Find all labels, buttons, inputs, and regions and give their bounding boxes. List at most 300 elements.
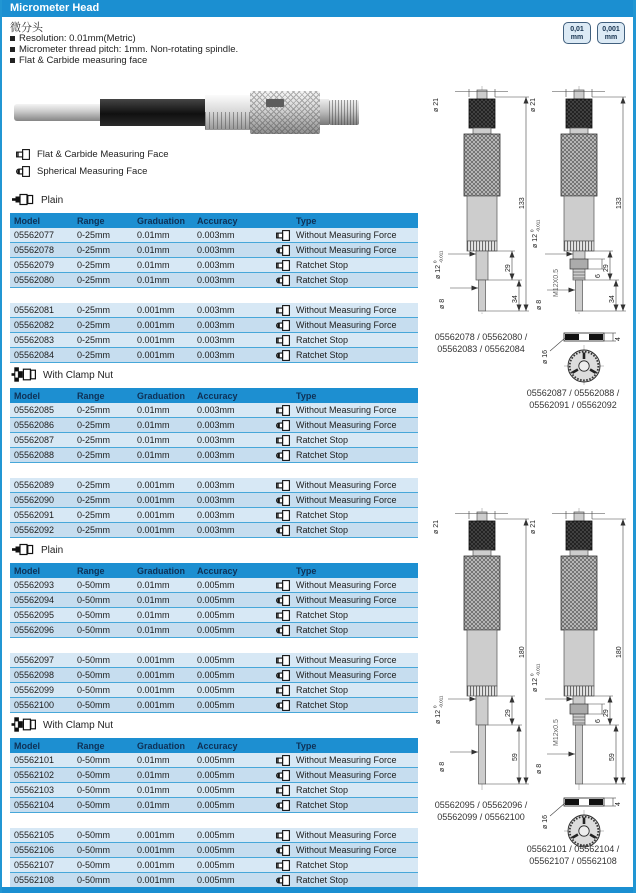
accuracy-cell: 0.003mm [197,405,235,415]
type-label: Ratchet Stop [296,685,349,695]
type-cell [274,655,418,666]
accuracy-cell: 0.003mm [197,480,235,490]
table-row [10,403,418,418]
range-cell: 0-25mm [77,335,111,345]
graduation-cell: 0.001mm [137,860,175,870]
table-row [10,303,418,318]
type-label: Without Measuring Force [296,305,397,315]
column-header: Model [14,390,40,401]
drawing-caption: 05562078 / 05562080 / 05562083 / 05562084 [434,332,528,354]
flat-face-icon [274,610,290,621]
svg-text:ø 12: ø 12 [435,709,442,724]
model-cell: 05562098 [14,670,55,680]
model-cell: 05562100 [14,700,55,710]
svg-text:ø 8: ø 8 [439,761,446,772]
type-cell [274,335,418,346]
product-section [10,363,418,538]
graduation-cell: 0.01mm [137,230,170,240]
table-group-gap [10,813,418,828]
table-row [10,228,418,243]
type-cell [274,830,418,841]
type-label: Without Measuring Force [296,655,397,665]
range-cell: 0-25mm [77,420,111,430]
spherical-face-icon [274,700,290,711]
flat-face-icon [274,860,290,871]
table-row [10,243,418,258]
spherical-face-icon [274,595,290,606]
product-section [10,188,418,363]
table-row [10,318,418,333]
column-header: Range [77,390,105,401]
type-cell [274,670,418,681]
spherical-face-icon [274,495,290,506]
range-cell: 0-25mm [77,405,111,415]
type-label: Without Measuring Force [296,670,397,680]
bottom-accent-bar [2,887,633,893]
accuracy-cell: 0.005mm [197,625,235,635]
type-cell [274,595,418,606]
graduation-cell: 0.001mm [137,480,175,490]
flat-face-icon [274,830,290,841]
dim-spindle34: 34 [512,295,519,303]
flat-face-icon [274,260,290,271]
model-cell: 05562097 [14,655,55,665]
section-heading-label: With Clamp Nut [43,370,114,381]
column-header: Model [14,215,40,226]
title-bar [2,0,633,17]
table-header-row [10,213,418,228]
legend-item [14,163,168,180]
svg-text:6: 6 [595,719,602,723]
graduation-cell: 0.01mm [137,435,170,445]
svg-text:ø 12: ø 12 [532,677,539,692]
range-cell: 0-50mm [77,610,111,620]
accuracy-cell: 0.003mm [197,420,235,430]
section-heading [10,363,418,388]
model-cell: 05562107 [14,860,55,870]
dim-dia21: ø 21 [530,97,537,112]
table-row [10,653,418,668]
type-cell [274,800,418,811]
range-cell: 0-50mm [77,685,111,695]
type-cell [274,495,418,506]
sections [10,188,418,888]
flat-face-icon [274,510,290,521]
spherical-face-icon [274,450,290,461]
type-cell [274,770,418,781]
type-label: Ratchet Stop [296,800,349,810]
svg-text:4: 4 [615,802,622,806]
svg-text:29: 29 [603,709,610,717]
accuracy-cell: 0.005mm [197,875,235,885]
graduation-cell: 0.001mm [137,845,175,855]
model-cell: 05562080 [14,275,55,285]
table-header-row [10,738,418,753]
column-header: Graduation [137,740,186,751]
flat-face-icon [274,685,290,696]
column-header: Accuracy [197,740,238,751]
dim-nut-dia16: ø 16 [542,349,549,364]
type-label: Without Measuring Force [296,320,397,330]
column-header: Graduation [137,215,186,226]
graduation-cell: 0.001mm [137,305,175,315]
graduation-cell: 0.001mm [137,830,175,840]
flat-face-icon [274,785,290,796]
drawing-0-50-plain [428,500,534,792]
type-cell [274,420,418,431]
accuracy-cell: 0.003mm [197,260,235,270]
subtitle-chinese: 微分头 [10,22,43,34]
range-cell: 0-50mm [77,755,111,765]
dim-stem29: 29 [603,264,610,272]
graduation-cell: 0.001mm [137,320,175,330]
type-label: Without Measuring Force [296,480,397,490]
range-cell: 0-25mm [77,230,111,240]
type-label: Without Measuring Force [296,405,397,415]
graduation-cell: 0.001mm [137,350,175,360]
range-cell: 0-25mm [77,450,111,460]
photo-collar [320,99,329,125]
model-cell: 05562105 [14,830,55,840]
model-cell: 05562085 [14,405,55,415]
type-label: Without Measuring Force [296,420,397,430]
accuracy-cell: 0.005mm [197,785,235,795]
svg-text:-0.011: -0.011 [535,219,541,232]
flat-face-icon [274,435,290,446]
type-label: Ratchet Stop [296,275,349,285]
type-cell [274,610,418,621]
accuracy-cell: 0.005mm [197,610,235,620]
model-cell: 05562090 [14,495,55,505]
spherical-face-icon [274,245,290,256]
dim-nut6: 6 [595,274,602,278]
type-label: Without Measuring Force [296,595,397,605]
table-row [10,873,418,888]
range-cell: 0-25mm [77,320,111,330]
svg-text:-0.011: -0.011 [535,663,541,676]
drawing-0-25-clamp [525,78,631,318]
range-cell: 0-25mm [77,480,111,490]
table-row [10,578,418,593]
accuracy-cell: 0.005mm [197,685,235,695]
dim-dia12: ø 12 [532,233,539,248]
flat-face-icon [274,405,290,416]
type-cell [274,480,418,491]
bullet-square-icon [10,47,15,52]
legend-label: Spherical Measuring Face [37,166,148,177]
model-cell: 05562094 [14,595,55,605]
bullet-square-icon [10,36,15,41]
type-cell [274,875,418,886]
type-label: Without Measuring Force [296,830,397,840]
dim-dia12: ø 12 [435,264,442,279]
table-header-row [10,388,418,403]
spherical-face-icon [274,350,290,361]
range-cell: 0-50mm [77,595,111,605]
accuracy-cell: 0.005mm [197,580,235,590]
graduation-cell: 0.001mm [137,510,175,520]
photo-brand-label [266,99,284,107]
type-cell [274,625,418,636]
dim-dia21: ø 21 [433,97,440,112]
type-label: Without Measuring Force [296,755,397,765]
svg-text:0: 0 [529,673,535,676]
graduation-cell: 0.01mm [137,580,170,590]
graduation-cell: 0.001mm [137,685,175,695]
section-heading-label: With Clamp Nut [43,720,114,731]
section-heading-label: Plain [41,545,64,556]
dim-dia12-tol-hi: 0 [432,260,438,263]
table-row [10,508,418,523]
type-cell [274,350,418,361]
table-group-gap [10,463,418,478]
dim-stem29: 29 [505,264,512,272]
model-cell: 05562093 [14,580,55,590]
svg-text:180: 180 [519,646,526,658]
graduation-cell: 0.001mm [137,495,175,505]
product-photo [12,84,362,142]
plain-icon [11,543,35,559]
graduation-cell: 0.001mm [137,670,175,680]
accuracy-cell: 0.003mm [197,305,235,315]
spherical-face-icon [274,875,290,886]
svg-text:180: 180 [616,646,623,658]
model-cell: 05562089 [14,480,55,490]
graduation-cell: 0.001mm [137,655,175,665]
table-group-gap [10,638,418,653]
section-heading [10,188,418,213]
model-cell: 05562095 [14,610,55,620]
measuring-face-legend [14,146,168,180]
photo-thimble-graduations [205,112,251,129]
type-cell [274,305,418,316]
dim-length133: 133 [519,197,526,209]
type-cell [274,755,418,766]
type-label: Ratchet Stop [296,435,349,445]
column-header: Accuracy [197,215,238,226]
spherical-face-icon [274,800,290,811]
product-section [10,713,418,888]
accuracy-cell: 0.003mm [197,495,235,505]
table-row [10,683,418,698]
graduation-cell: 0.01mm [137,755,170,765]
svg-text:0: 0 [529,229,535,232]
type-cell [274,700,418,711]
dim-dia8: ø 8 [439,298,446,309]
bullet-square-icon [10,58,15,63]
accuracy-cell: 0.005mm [197,845,235,855]
svg-text:59: 59 [512,753,519,761]
spherical-face-icon [274,320,290,331]
accuracy-cell: 0.003mm [197,435,235,445]
spherical-face-icon [274,670,290,681]
table-group [10,303,418,363]
type-cell [274,785,418,796]
range-cell: 0-25mm [77,525,111,535]
model-cell: 05562078 [14,245,55,255]
accuracy-cell: 0.005mm [197,670,235,680]
type-label: Without Measuring Force [296,845,397,855]
graduation-cell: 0.01mm [137,260,170,270]
type-cell [274,510,418,521]
model-cell: 05562106 [14,845,55,855]
bullet-text: Flat & Carbide measuring face [19,55,148,66]
model-cell: 05562084 [14,350,55,360]
range-cell: 0-50mm [77,830,111,840]
svg-text:ø 21: ø 21 [530,519,537,534]
flat-face-icon [274,230,290,241]
technical-drawings [420,17,635,893]
table-row [10,783,418,798]
flat-face-icon [274,755,290,766]
bullet-item [10,55,238,66]
type-label: Ratchet Stop [296,350,349,360]
type-label: Without Measuring Force [296,580,397,590]
range-cell: 0-25mm [77,435,111,445]
type-label: Ratchet Stop [296,785,349,795]
spherical-face-icon [274,420,290,431]
graduation-cell: 0.01mm [137,625,170,635]
table-row [10,348,418,363]
svg-text:-0.011: -0.011 [438,695,444,708]
range-cell: 0-50mm [77,875,111,885]
table-group [10,403,418,463]
accuracy-cell: 0.005mm [197,700,235,710]
type-label: Ratchet Stop [296,510,349,520]
model-cell: 05562077 [14,230,55,240]
type-cell [274,320,418,331]
photo-ratchet-texture [329,100,359,125]
drawing-0-50-clamp [525,500,631,792]
type-cell [274,525,418,536]
svg-text:ø 21: ø 21 [433,519,440,534]
flat-face-icon [274,655,290,666]
dim-nut-thickness: 4 [615,337,622,341]
graduation-cell: 0.001mm [137,335,175,345]
badge-value: 0,001 [602,26,620,33]
type-cell [274,845,418,856]
model-cell: 05562108 [14,875,55,885]
drawing-caption: 05562087 / 05562088 / 05562091 / 05562092 [526,388,620,410]
range-cell: 0-50mm [77,770,111,780]
accuracy-cell: 0.003mm [197,245,235,255]
bullet-text: Resolution: 0.01mm(Metric) [19,33,136,44]
column-header: Graduation [137,390,186,401]
type-label: Ratchet Stop [296,335,349,345]
table-row [10,828,418,843]
section-heading [10,713,418,738]
column-header: Range [77,215,105,226]
range-cell: 0-50mm [77,700,111,710]
type-cell [274,275,418,286]
model-cell: 05562088 [14,450,55,460]
table-header-row [10,563,418,578]
graduation-cell: 0.01mm [137,785,170,795]
drawing-caption: 05562101 / 05562104 / 05562107 / 05562108 [526,844,620,866]
graduation-cell: 0.01mm [137,595,170,605]
table-row [10,608,418,623]
type-label: Ratchet Stop [296,525,349,535]
range-cell: 0-50mm [77,670,111,680]
accuracy-cell: 0.005mm [197,860,235,870]
type-cell [274,580,418,591]
table-row [10,258,418,273]
model-cell: 05562099 [14,685,55,695]
graduation-cell: 0.001mm [137,875,175,885]
legend-item [14,146,168,163]
badge-unit: mm [570,34,584,41]
clamp-nut-icon [11,717,37,735]
plain-icon [11,193,35,209]
type-cell [274,260,418,271]
model-cell: 05562101 [14,755,55,765]
table-row [10,858,418,873]
type-cell [274,245,418,256]
accuracy-cell: 0.005mm [197,800,235,810]
accuracy-cell: 0.005mm [197,830,235,840]
range-cell: 0-50mm [77,845,111,855]
section-heading-label: Plain [41,195,64,206]
type-label: Ratchet Stop [296,610,349,620]
dim-thread-m12: M12X0.5 [553,268,560,297]
column-header: Type [296,740,317,751]
flat-face-icon [274,335,290,346]
column-header: Range [77,565,105,576]
table-group [10,753,418,813]
range-cell: 0-50mm [77,785,111,795]
table-row [10,333,418,348]
table-row [10,478,418,493]
bullet-text: Micrometer thread pitch: 1mm. Non-rotating spindle. [19,44,239,55]
product-section [10,538,418,713]
model-cell: 05562087 [14,435,55,445]
type-label: Ratchet Stop [296,860,349,870]
type-label: Without Measuring Force [296,245,397,255]
accuracy-cell: 0.003mm [197,350,235,360]
table-group [10,653,418,713]
type-cell [274,450,418,461]
range-cell: 0-25mm [77,495,111,505]
clamp-nut-icon [11,367,37,385]
bullet-item [10,44,238,55]
model-cell: 05562079 [14,260,55,270]
graduation-cell: 0.01mm [137,420,170,430]
svg-text:0: 0 [432,705,438,708]
range-cell: 0-25mm [77,350,111,360]
svg-text:29: 29 [505,709,512,717]
model-cell: 05562091 [14,510,55,520]
model-cell: 05562103 [14,785,55,795]
spherical-face-icon [274,845,290,856]
spherical-face-icon [274,275,290,286]
page-title: Micrometer Head [10,2,100,14]
table-row [10,448,418,463]
table-row [10,843,418,858]
model-cell: 05562086 [14,420,55,430]
range-cell: 0-50mm [77,800,111,810]
column-header: Type [296,215,317,226]
range-cell: 0-25mm [77,510,111,520]
range-cell: 0-25mm [77,245,111,255]
bullet-list [10,33,238,66]
type-label: Ratchet Stop [296,875,349,885]
accuracy-cell: 0.005mm [197,755,235,765]
accuracy-cell: 0.003mm [197,510,235,520]
type-cell [274,230,418,241]
table-row [10,798,418,813]
table-row [10,623,418,638]
badge-value: 0,01 [570,26,584,33]
